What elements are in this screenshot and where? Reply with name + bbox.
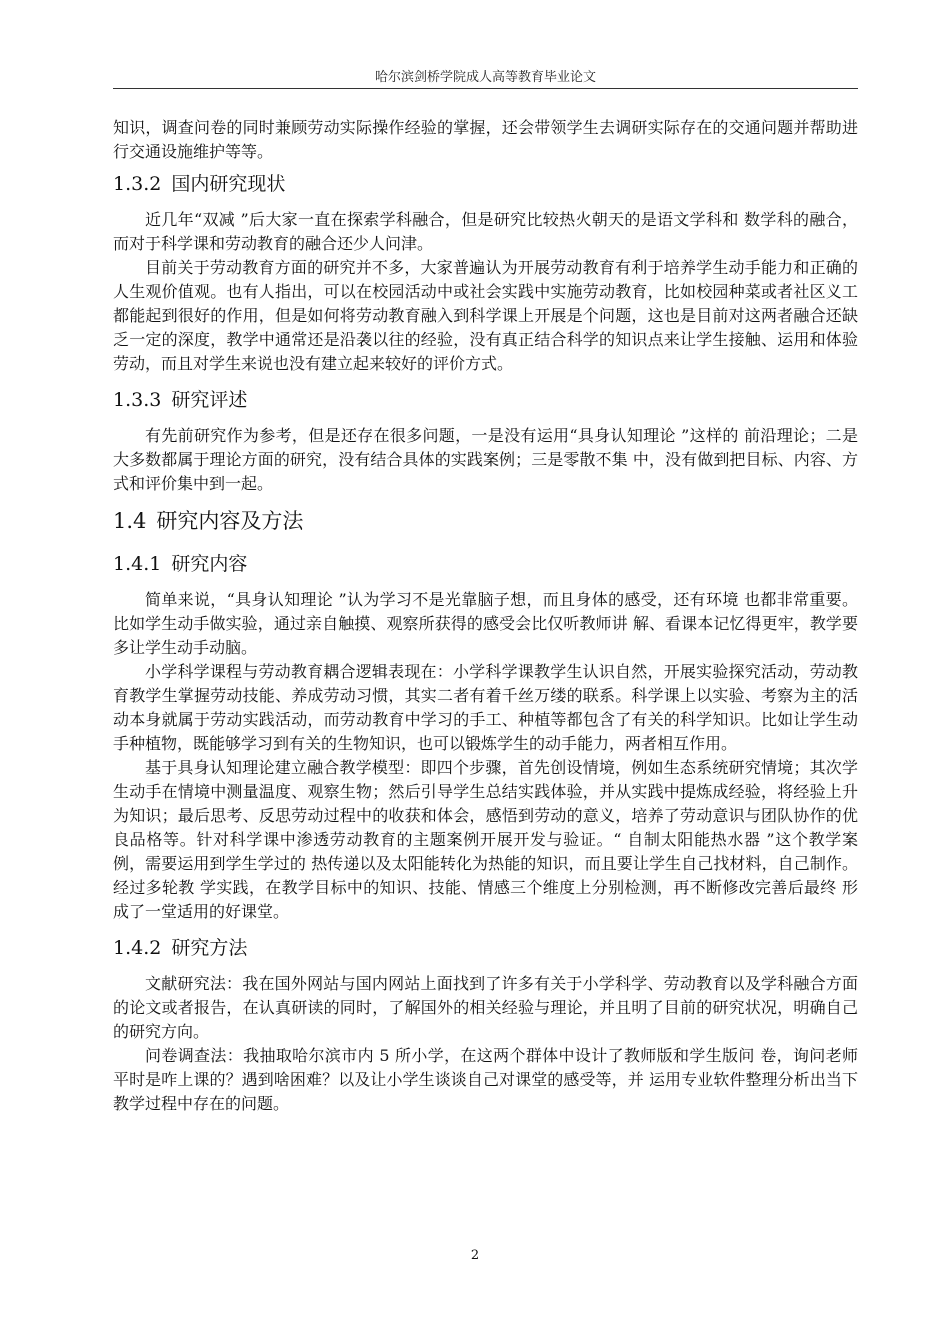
paragraph: 文献研究法：我在国外网站与国内网站上面找到了许多有关于小学科学、劳动教育以及学科融合方面的论文或者报告，在认真研读的同时，了解国外的相关经验与理论，并且明了目前的研究状况，明确自己的研究方向。 <box>113 974 858 1041</box>
section-number: 1.4.2 <box>113 937 162 959</box>
page-number: 2 <box>470 1248 480 1263</box>
page-body <box>113 116 858 1116</box>
chapter-heading <box>113 506 858 536</box>
section-title: 研究内容 <box>171 553 248 575</box>
page-header: 哈尔滨剑桥学院成人高等教育毕业论文 <box>374 70 596 85</box>
section-number: 1.3.3 <box>113 389 162 411</box>
section-heading <box>113 386 858 414</box>
paragraph: 有先前研究作为参考，但是还存在很多问题，一是没有运用“具身认知理论 ”这样的 前沿理论；二是大多数都属于理论方面的研究，没有结合具体的实践案例；三是零散不集 中，没有做到把目标、内容、方式和评价集中到一起。 <box>113 426 858 493</box>
paragraph: 知识，调查问卷的同时兼顾劳动实际操作经验的掌握，还会带领学生去调研实际存在的交通问题并帮助进行交通设施维护等等。 <box>113 118 858 161</box>
paragraph: 问卷调查法：我抽取哈尔滨市内 5 所小学，在这两个群体中设计了教师版和学生版问 卷，询问老师平时是咋上课的？遇到啥困难？以及让小学生谈谈自己对课堂的感受等，并 运用专业软件整理分析出当下教学过程中存在的问题。 <box>113 1046 858 1113</box>
section-number: 1.4 <box>113 509 147 533</box>
paragraph: 近几年“双减 ”后大家一直在探索学科融合，但是研究比较热火朝天的是语文学科和 数学科的融合，而对于科学课和劳动教育的融合还少人问津。 <box>113 210 858 253</box>
section-heading <box>113 934 858 962</box>
section-title: 研究评述 <box>171 389 248 411</box>
section-title: 研究方法 <box>171 937 248 959</box>
paragraph: 基于具身认知理论建立融合教学模型：即四个步骤，首先创设情境，例如生态系统研究情境；其次学生动手在情境中测量温度、观察生物；然后引导学生总结实践体验，并从实践中提炼成经验，将经验上升为知识；最后思考、反思劳动过程中的收获和体会，感悟到劳动的意义，培养了劳动意识与团队协作的优良品格等。针对科学课中渗透劳动教育的主题案例开展开发与验证。“ 自制太阳能热水器 ”这个教学案例，需要运用到学生学过的 热传递以及太阳能转化为热能的知识，而且要让学生自己找材料，自己制作。经过多轮教 学实践，在教学目标中的知识、技能、情感三个维度上分别检测，再不断修改完善后最终 形成了一堂适用的好课堂。 <box>113 758 858 921</box>
section-number: 1.3.2 <box>113 173 162 195</box>
paragraph: 简单来说，“具身认知理论 ”认为学习不是光靠脑子想，而且身体的感受，还有环境 也都非常重要。比如学生动手做实验，通过亲自触摸、观察所获得的感受会比仅听教师讲 解、看课本记忆得更牢，教学要多让学生动手动脑。 <box>113 590 858 657</box>
section-heading <box>113 550 858 578</box>
section-title: 研究内容及方法 <box>156 509 304 533</box>
section-title: 国内研究现状 <box>171 173 286 195</box>
section-heading <box>113 170 858 198</box>
paragraph: 目前关于劳动教育方面的研究并不多，大家普遍认为开展劳动教育有利于培养学生动手能力和正确的人生观价值观。也有人指出，可以在校园活动中或社会实践中实施劳动教育，比如校园种菜或者社区义工都能起到很好的作用，但是如何将劳动教育融入到科学课上开展是个问题，这也是目前对这两者融合还缺乏一定的深度，教学中通常还是沿袭以往的经验，没有真正结合科学的知识点来让学生接触、运用和体验劳动，而且对学生来说也没有建立起来较好的评价方式。 <box>113 258 858 373</box>
section-number: 1.4.1 <box>113 553 162 575</box>
header-rule <box>113 88 858 89</box>
paragraph: 小学科学课程与劳动教育耦合逻辑表现在：小学科学课教学生认识自然，开展实验探究活动，劳动教育教学生掌握劳动技能、养成劳动习惯，其实二者有着千丝万缕的联系。科学课上以实验、考察为主的活动本身就属于劳动实践活动，而劳动教育中学习的手工、种植等都包含了有关的科学知识。比如让学生动手种植物，既能够学习到有关的生物知识，也可以锻炼学生的动手能力，两者相互作用。 <box>113 662 858 753</box>
